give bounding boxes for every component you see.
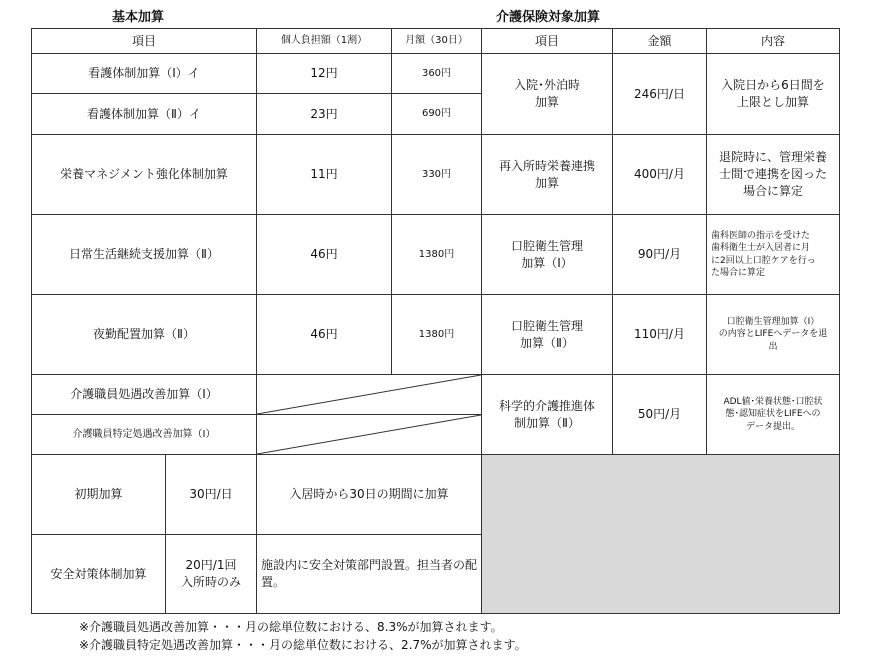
basic-row-individual: 46円 bbox=[256, 294, 392, 375]
care-row-item: 入院･外泊時 加算 bbox=[481, 53, 613, 135]
care-row-item: 口腔衛生管理 加算（Ⅰ） bbox=[481, 214, 613, 295]
care-row-amount: 90円/月 bbox=[612, 214, 707, 295]
safety-content: 施設内に安全対策部門設置。担当者の配置。 bbox=[256, 534, 482, 614]
basic-row-item: 日常生活継続支援加算（Ⅱ） bbox=[31, 214, 257, 295]
footnote: ※介護職員特定処遇改善加算・・・月の総単位数における、2.7%が加算されます。 bbox=[79, 638, 527, 652]
basic-row-monthly: 360円 bbox=[391, 53, 482, 94]
basic-row-monthly: 690円 bbox=[391, 93, 482, 135]
care-row-amount: 110円/月 bbox=[612, 294, 707, 375]
empty-shaded-area bbox=[481, 454, 840, 614]
care-row-amount: 400円/月 bbox=[612, 134, 707, 215]
care-row-item: 再入所時栄養連携 加算 bbox=[481, 134, 613, 215]
footnote: ※介護職員処遇改善加算・・・月の総単位数における、8.3%が加算されます。 bbox=[79, 620, 503, 634]
care-row-content: 口腔衛生管理加算（Ⅰ） の内容とLIFEへデータを退 出 bbox=[706, 294, 840, 375]
initial-amount: 30円/日 bbox=[165, 454, 257, 535]
fee-table-grid bbox=[31, 28, 840, 614]
basic-row-item: 介護職員処遇改善加算（Ⅰ） bbox=[31, 374, 257, 415]
care-row-content: ADL値･栄養状態･口腔状 態･認知症状をLIFEへの データ提出。 bbox=[706, 374, 840, 455]
care-row-item: 口腔衛生管理 加算（Ⅱ） bbox=[481, 294, 613, 375]
care-col-amount: 金額 bbox=[612, 28, 707, 54]
basic-row-monthly: 1380円 bbox=[391, 214, 482, 295]
basic-header: 基本加算 bbox=[112, 10, 165, 25]
basic-row-item: 看護体制加算（Ⅰ）イ bbox=[31, 53, 257, 94]
basic-row-crossed-cell bbox=[256, 374, 482, 415]
diagonal-line bbox=[257, 415, 481, 454]
care-row-content: 歯科医師の指示を受けた 歯科衛生士が入居者に月 に2回以上口腔ケアを行っ た場合に算定 bbox=[706, 214, 840, 295]
safety-item: 安全対策体制加算 bbox=[31, 534, 166, 614]
care-row-item: 科学的介護推進体 制加算（Ⅱ） bbox=[481, 374, 613, 455]
basic-row-item: 介護職員特定処遇改善加算（Ⅰ） bbox=[31, 414, 257, 455]
care-row-content: 入院日から6日間を 上限とし加算 bbox=[706, 53, 840, 135]
initial-content: 入居時から30日の期間に加算 bbox=[256, 454, 482, 535]
care-header: 介護保険対象加算 bbox=[496, 10, 601, 25]
care-row-amount: 50円/月 bbox=[612, 374, 707, 455]
basic-row-item: 夜勤配置加算（Ⅱ） bbox=[31, 294, 257, 375]
basic-col-individual: 個人負担額（1割） bbox=[256, 28, 392, 54]
care-col-content: 内容 bbox=[706, 28, 840, 54]
basic-col-monthly: 月額（30日） bbox=[391, 28, 482, 54]
basic-row-monthly: 330円 bbox=[391, 134, 482, 215]
basic-row-individual: 11円 bbox=[256, 134, 392, 215]
basic-row-monthly: 1380円 bbox=[391, 294, 482, 375]
basic-col-item: 項目 bbox=[31, 28, 257, 54]
basic-row-crossed-cell bbox=[256, 414, 482, 455]
basic-row-item: 栄養マネジメント強化体制加算 bbox=[31, 134, 257, 215]
care-row-amount: 246円/日 bbox=[612, 53, 707, 135]
care-col-item: 項目 bbox=[481, 28, 613, 54]
basic-row-individual: 12円 bbox=[256, 53, 392, 94]
care-row-content: 退院時に、管理栄養 士間で連携を図った 場合に算定 bbox=[706, 134, 840, 215]
safety-amount: 20円/1回 入所時のみ bbox=[165, 534, 257, 614]
basic-row-individual: 46円 bbox=[256, 214, 392, 295]
basic-row-item: 看護体制加算（Ⅱ）イ bbox=[31, 93, 257, 135]
diagonal-line bbox=[257, 375, 481, 414]
basic-row-individual: 23円 bbox=[256, 93, 392, 135]
initial-item: 初期加算 bbox=[31, 454, 166, 535]
